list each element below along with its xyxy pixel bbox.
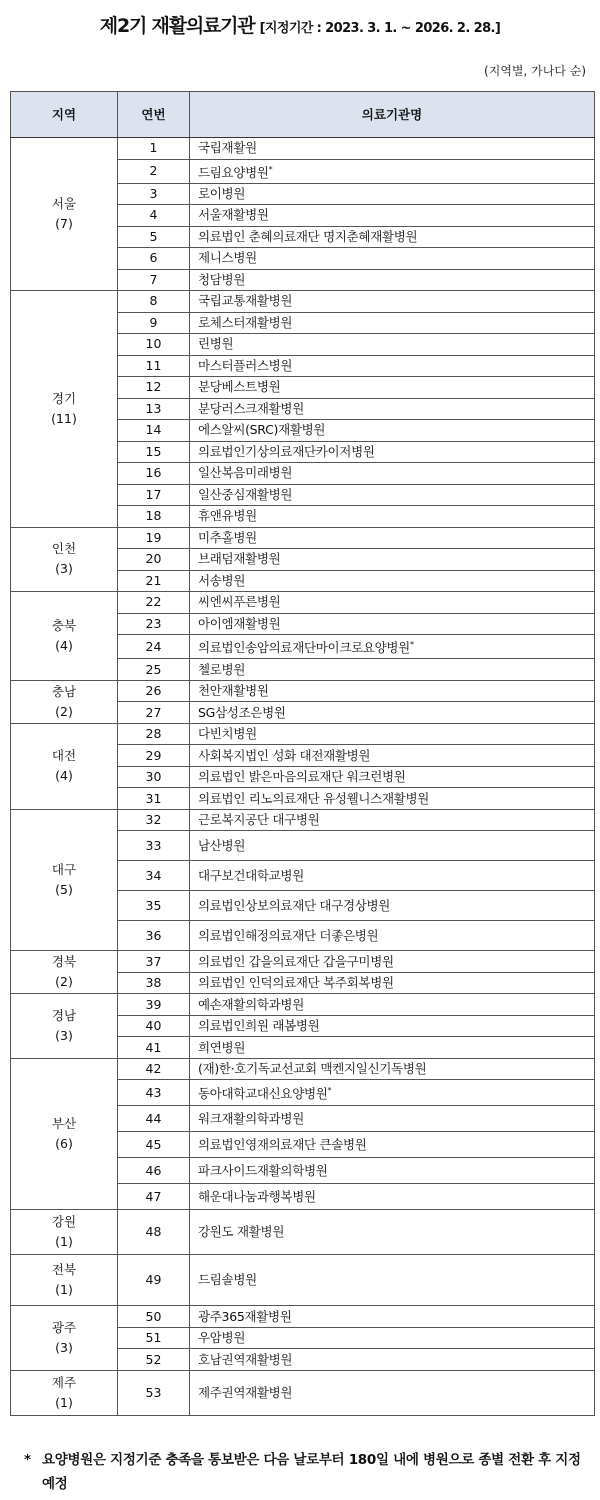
institution-name-cell	[190, 183, 595, 205]
institution-name: 파크사이드재활의학병원	[198, 1162, 328, 1178]
institution-name-cell	[190, 1132, 595, 1158]
serial-number: 39	[118, 994, 190, 1016]
footnote-marker: *	[24, 1452, 31, 1468]
serial-number: 38	[118, 972, 190, 994]
serial-number: 17	[118, 484, 190, 506]
institution-name-cell	[190, 1184, 595, 1210]
region-name: 충남	[51, 683, 77, 699]
institution-name: 제주권역재활병원	[198, 1384, 293, 1400]
serial-number: 52	[118, 1349, 190, 1371]
institution-name: 서송병원	[198, 572, 246, 588]
institution-name-cell	[190, 788, 595, 810]
institution-name: 아이엠재활병원	[198, 615, 281, 631]
institution-name-cell	[190, 355, 595, 377]
region-count: (2)	[55, 703, 73, 719]
institution-name-cell	[190, 570, 595, 592]
serial-number: 36	[118, 921, 190, 951]
table-row	[11, 527, 595, 549]
region-cell	[11, 291, 118, 528]
serial-number: 35	[118, 891, 190, 921]
region-cell	[11, 1210, 118, 1255]
institution-name-cell	[190, 463, 595, 485]
serial-number: 2	[118, 159, 190, 183]
serial-number: 49	[118, 1255, 190, 1306]
region-name: 대구	[51, 862, 77, 878]
institution-name: 서울재활병원	[198, 207, 269, 223]
institution-name-cell	[190, 484, 595, 506]
region-cell	[11, 680, 118, 723]
institution-name-cell	[190, 635, 595, 659]
region-count: (1)	[55, 1394, 73, 1410]
serial-number: 26	[118, 680, 190, 702]
institution-name: 우암병원	[198, 1330, 246, 1346]
column-header-region: 지역	[11, 92, 118, 138]
institution-name-cell	[190, 1210, 595, 1255]
nursing-hospital-mark: *	[409, 640, 414, 650]
institution-name-cell	[190, 420, 595, 442]
region-name: 경기	[51, 390, 77, 406]
region-cell	[11, 592, 118, 681]
institution-name-cell	[190, 398, 595, 420]
institution-name: 사회복지법인 성화 대전재활병원	[198, 747, 371, 763]
institution-name-cell	[190, 334, 595, 356]
serial-number: 42	[118, 1058, 190, 1080]
serial-number: 25	[118, 659, 190, 681]
region-name: 제주	[51, 1374, 77, 1390]
institution-name: 의료법인상보의료재단 대구경상병원	[198, 897, 391, 913]
region-cell	[11, 138, 118, 291]
serial-number: 41	[118, 1037, 190, 1059]
serial-number: 47	[118, 1184, 190, 1210]
institution-name: 로이병원	[198, 185, 246, 201]
region-name: 부산	[51, 1116, 77, 1132]
institution-name-cell	[190, 1037, 595, 1059]
institution-name: 의료법인영재의료재단 큰솔병원	[198, 1136, 367, 1152]
table-row	[11, 951, 595, 973]
serial-number: 18	[118, 506, 190, 528]
table-row	[11, 1255, 595, 1306]
serial-number: 34	[118, 861, 190, 891]
region-cell	[11, 994, 118, 1059]
institution-name: 희연병원	[198, 1039, 246, 1055]
table-header-row	[11, 92, 595, 138]
institution-name: 의료법인 인덕의료재단 복주회복병원	[198, 975, 394, 991]
serial-number: 24	[118, 635, 190, 659]
region-name: 경남	[51, 1008, 77, 1024]
serial-number: 43	[118, 1080, 190, 1106]
serial-number: 5	[118, 226, 190, 248]
institution-name-cell	[190, 441, 595, 463]
serial-number: 29	[118, 745, 190, 767]
serial-number: 8	[118, 291, 190, 313]
institution-name: 드림요양병원	[198, 164, 269, 180]
footnote	[24, 1448, 594, 1496]
serial-number: 6	[118, 248, 190, 270]
serial-number: 1	[118, 138, 190, 160]
serial-number: 3	[118, 183, 190, 205]
institution-name-cell	[190, 1015, 595, 1037]
sort-note: (지역별, 가나다 순)	[484, 64, 586, 78]
institution-name: 의료법인 춘혜의료재단 명지춘혜재활병원	[198, 228, 418, 244]
serial-number: 32	[118, 809, 190, 831]
region-name: 경북	[51, 954, 77, 970]
institution-name-cell	[190, 994, 595, 1016]
region-cell	[11, 1255, 118, 1306]
institution-name: 미추홀병원	[198, 529, 257, 545]
region-count: (4)	[55, 637, 73, 653]
institution-name: 제니스병원	[198, 250, 257, 266]
table-row	[11, 723, 595, 745]
serial-number: 45	[118, 1132, 190, 1158]
institution-name-cell	[190, 291, 595, 313]
institution-name: 일산중심재활병원	[198, 486, 293, 502]
serial-number: 28	[118, 723, 190, 745]
institution-name-cell	[190, 891, 595, 921]
institution-name: 첼로병원	[198, 661, 246, 677]
institution-name-cell	[190, 702, 595, 724]
institution-name-cell	[190, 248, 595, 270]
institution-name-cell	[190, 745, 595, 767]
region-count: (4)	[55, 768, 73, 784]
serial-number: 13	[118, 398, 190, 420]
serial-number: 11	[118, 355, 190, 377]
institution-name-cell	[190, 680, 595, 702]
institution-name-cell	[190, 377, 595, 399]
institution-name-cell	[190, 527, 595, 549]
designation-period: [지정기간 : 2023. 3. 1. ~ 2026. 2. 28.]	[259, 21, 501, 36]
table-row	[11, 1210, 595, 1255]
institution-name: 의료법인희원 래봄병원	[198, 1018, 320, 1034]
region-name: 전북	[51, 1262, 77, 1278]
table-body	[11, 138, 595, 1416]
institution-name-cell	[190, 1080, 595, 1106]
region-count: (2)	[55, 974, 73, 990]
table-row	[11, 138, 595, 160]
institution-name: 분당베스트병원	[198, 379, 281, 395]
serial-number: 12	[118, 377, 190, 399]
institution-name: 의료법인해정의료재단 더좋은병원	[198, 927, 379, 943]
serial-number: 10	[118, 334, 190, 356]
table-row	[11, 592, 595, 614]
table-row	[11, 994, 595, 1016]
region-count: (6)	[55, 1136, 73, 1152]
institution-name: 워크재활의학과병원	[198, 1110, 304, 1126]
column-header-number: 연번	[118, 92, 190, 138]
region-name: 강원	[51, 1214, 77, 1230]
institution-name: (재)한·호기독교선교회 맥켄지일신기독병원	[198, 1061, 427, 1077]
institution-name-cell	[190, 205, 595, 227]
institution-name-cell	[190, 138, 595, 160]
region-count: (3)	[55, 1340, 73, 1356]
serial-number: 51	[118, 1327, 190, 1349]
institution-name-cell	[190, 549, 595, 571]
institution-name-cell	[190, 159, 595, 183]
institution-name: 청담병원	[198, 271, 246, 287]
serial-number: 46	[118, 1158, 190, 1184]
institution-name-cell	[190, 951, 595, 973]
serial-number: 16	[118, 463, 190, 485]
institution-name: 근로복지공단 대구병원	[198, 812, 320, 828]
institution-name: 해운대나눔과행복병원	[198, 1188, 316, 1204]
region-count: (5)	[55, 882, 73, 898]
institution-name: SG삼성조은병원	[198, 704, 286, 720]
institution-name: 의료법인송암의료재단마이크로요양병원	[198, 640, 410, 656]
institution-name-cell	[190, 312, 595, 334]
region-cell	[11, 1370, 118, 1415]
serial-number: 27	[118, 702, 190, 724]
serial-number: 4	[118, 205, 190, 227]
institution-name: 남산병원	[198, 837, 246, 853]
institution-name: 마스터플러스병원	[198, 357, 293, 373]
institution-name: 호남권역재활병원	[198, 1351, 293, 1367]
region-count: (1)	[55, 1282, 73, 1298]
serial-number: 21	[118, 570, 190, 592]
institution-name: 브래덤재활병원	[198, 551, 281, 567]
institution-name-cell	[190, 592, 595, 614]
institution-name-cell	[190, 1349, 595, 1371]
institution-name: 다빈치병원	[198, 726, 257, 742]
region-name: 서울	[51, 196, 77, 212]
serial-number: 7	[118, 269, 190, 291]
region-cell	[11, 527, 118, 592]
footnote-text: 요양병원은 지정기준 충족을 통보받은 다음 날로부터 180일 내에 병원으로 종별 전환 후 지정 예정	[42, 1452, 581, 1492]
institution-name: 강원도 재활병원	[198, 1224, 285, 1240]
serial-number: 14	[118, 420, 190, 442]
table-row	[11, 1370, 595, 1415]
institution-table	[10, 91, 595, 1416]
serial-number: 40	[118, 1015, 190, 1037]
serial-number: 30	[118, 766, 190, 788]
institution-name: 광주365재활병원	[198, 1308, 292, 1324]
institution-name-cell	[190, 809, 595, 831]
region-cell	[11, 723, 118, 809]
institution-name-cell	[190, 1058, 595, 1080]
institution-name: 휴앤유병원	[198, 508, 257, 524]
region-count: (7)	[55, 216, 73, 232]
nursing-hospital-mark: *	[268, 164, 273, 174]
serial-number: 44	[118, 1106, 190, 1132]
institution-name: 대구보건대학교병원	[198, 867, 304, 883]
institution-name: 에스알씨(SRC)재활병원	[198, 422, 326, 438]
institution-name-cell	[190, 613, 595, 635]
document-title: 제2기 재활의료기관	[99, 15, 255, 37]
serial-number: 50	[118, 1306, 190, 1328]
serial-number: 9	[118, 312, 190, 334]
institution-name-cell	[190, 1370, 595, 1415]
institution-name-cell	[190, 269, 595, 291]
institution-name: 국립교통재활병원	[198, 293, 293, 309]
institution-name-cell	[190, 506, 595, 528]
serial-number: 33	[118, 831, 190, 861]
institution-name-cell	[190, 1158, 595, 1184]
serial-number: 48	[118, 1210, 190, 1255]
table-row	[11, 809, 595, 831]
institution-name-cell	[190, 1255, 595, 1306]
institution-name: 의료법인기상의료재단카이저병원	[198, 443, 375, 459]
institution-name: 예손재활의학과병원	[198, 996, 304, 1012]
document-title-line	[0, 11, 600, 38]
institution-name-cell	[190, 861, 595, 891]
region-name: 충북	[51, 617, 77, 633]
institution-name: 의료법인 갑을의료재단 갑을구미병원	[198, 953, 394, 969]
region-count: (11)	[51, 410, 77, 426]
region-cell	[11, 809, 118, 951]
institution-name: 드림솔병원	[198, 1272, 257, 1288]
serial-number: 31	[118, 788, 190, 810]
region-name: 대전	[51, 748, 77, 764]
serial-number: 15	[118, 441, 190, 463]
serial-number: 53	[118, 1370, 190, 1415]
serial-number: 19	[118, 527, 190, 549]
institution-name-cell	[190, 226, 595, 248]
table-row	[11, 1058, 595, 1080]
institution-name: 일산복음미래병원	[198, 465, 293, 481]
institution-name-cell	[190, 1306, 595, 1328]
region-count: (3)	[55, 1028, 73, 1044]
region-cell	[11, 951, 118, 994]
institution-name-cell	[190, 659, 595, 681]
institution-name-cell	[190, 1327, 595, 1349]
institution-name-cell	[190, 1106, 595, 1132]
institution-name: 국립재활원	[198, 140, 257, 156]
serial-number: 20	[118, 549, 190, 571]
institution-name-cell	[190, 972, 595, 994]
table-row	[11, 680, 595, 702]
region-name: 광주	[51, 1320, 77, 1336]
table-row	[11, 1306, 595, 1328]
institution-name: 로체스터재활병원	[198, 314, 293, 330]
region-count: (1)	[55, 1234, 73, 1250]
institution-name-cell	[190, 723, 595, 745]
region-cell	[11, 1306, 118, 1371]
institution-name: 동아대학교대신요양병원	[198, 1086, 328, 1102]
institution-name: 천안재활병원	[198, 683, 269, 699]
region-cell	[11, 1058, 118, 1210]
serial-number: 22	[118, 592, 190, 614]
table-row	[11, 291, 595, 313]
region-count: (3)	[55, 561, 73, 577]
institution-name: 씨엔씨푸른병원	[198, 594, 281, 610]
region-name: 인천	[51, 541, 77, 557]
serial-number: 23	[118, 613, 190, 635]
column-header-institution: 의료기관명	[190, 92, 595, 138]
serial-number: 37	[118, 951, 190, 973]
institution-name-cell	[190, 831, 595, 861]
institution-name: 분당러스크재활병원	[198, 400, 304, 416]
institution-name: 린병원	[198, 336, 234, 352]
nursing-hospital-mark: *	[327, 1086, 332, 1096]
institution-name-cell	[190, 921, 595, 951]
institution-name-cell	[190, 766, 595, 788]
institution-name: 의료법인 밝은마음의료재단 워크런병원	[198, 769, 406, 785]
institution-name: 의료법인 리노의료재단 유성웰니스재활병원	[198, 790, 430, 806]
